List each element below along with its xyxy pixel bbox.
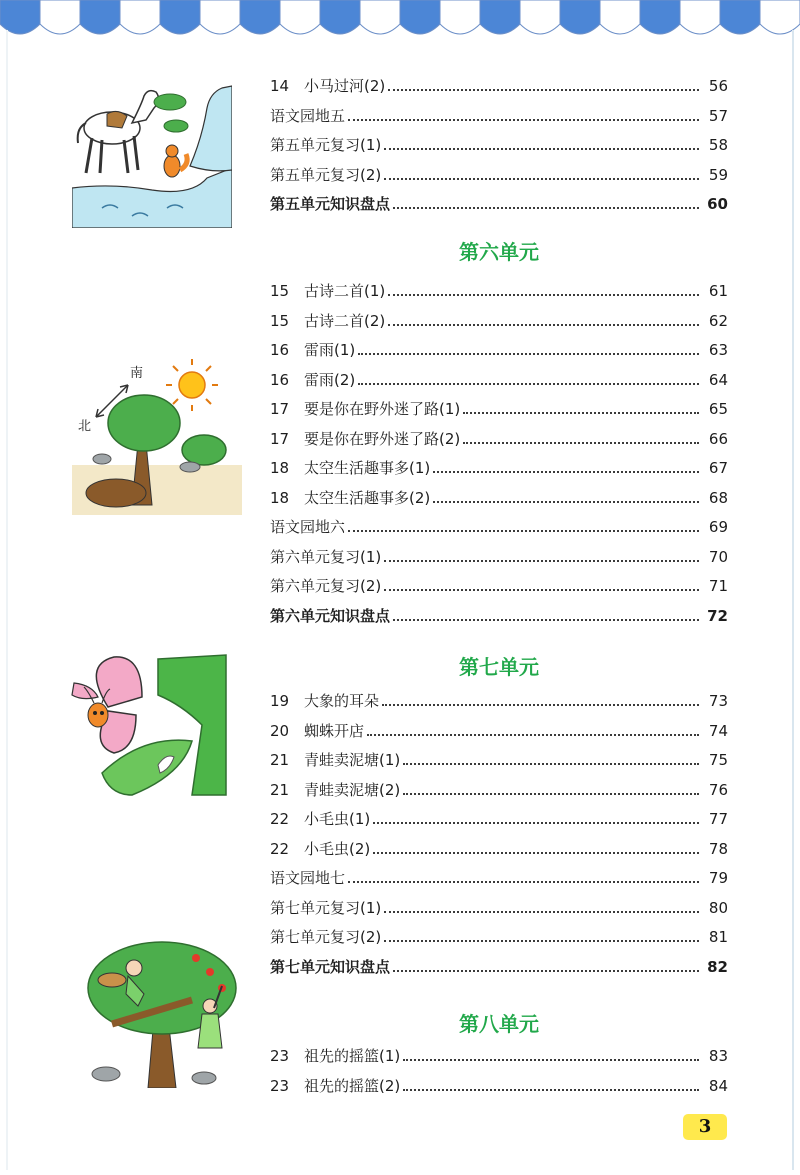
toc-entry [270, 513, 728, 537]
toc-entry [270, 366, 728, 390]
page-ref: 82 [707, 957, 728, 976]
page-ref: 72 [707, 606, 728, 625]
lesson-number: 15 [270, 311, 290, 330]
page-ref: 62 [708, 311, 728, 330]
dot-leader [384, 559, 699, 562]
lesson-number: 18 [270, 488, 290, 507]
dot-leader [373, 821, 699, 824]
toc-entry [270, 717, 728, 741]
dot-leader [433, 470, 699, 473]
toc-entry [270, 102, 728, 126]
butterfly-leaf-illustration [62, 645, 242, 805]
toc-entry [270, 307, 728, 331]
lesson-title: 第六单元复习(1) [270, 547, 382, 566]
lesson-title: 蜘蛛开店 [304, 721, 365, 740]
toc-entry [270, 923, 728, 947]
toc-entry [270, 835, 728, 859]
page-ref: 73 [708, 692, 728, 710]
toc-entry [270, 425, 728, 449]
awning-scallop [80, 0, 120, 34]
lesson-number: 21 [270, 780, 290, 799]
awning-scallop [280, 0, 320, 34]
dot-leader [403, 1088, 699, 1091]
page-ref: 61 [708, 282, 728, 300]
dot-leader [463, 441, 699, 444]
page-ref: 78 [708, 839, 728, 858]
dot-leader [348, 118, 699, 121]
lesson-title: 第五单元知识盘点 [270, 195, 391, 213]
lesson-title: 太空生活趣事多(1) [304, 459, 431, 477]
toc-entry [270, 1042, 728, 1066]
unit8-title: 第八单元 [459, 1012, 539, 1036]
lesson-number: 17 [270, 429, 290, 448]
page-ref: 80 [708, 898, 728, 917]
dot-leader [373, 851, 699, 854]
awning-scallop [720, 0, 760, 34]
lesson-title: 语文园地七 [270, 869, 346, 887]
awning-scallop [480, 0, 520, 34]
toc-entry [270, 72, 728, 96]
lesson-number: 16 [270, 370, 290, 389]
lesson-title: 第七单元复习(1) [270, 898, 382, 917]
lesson-title: 要是你在野外迷了路(1) [304, 400, 461, 418]
page-ref: 76 [708, 780, 728, 799]
page-ref: 63 [708, 341, 728, 359]
lesson-title: 第七单元知识盘点 [270, 957, 391, 976]
toc-entry [270, 277, 728, 301]
page-ref: 65 [708, 400, 728, 418]
dot-leader [388, 88, 699, 91]
lesson-number: 22 [270, 810, 290, 828]
horse-fox-river-illustration [72, 78, 232, 228]
lesson-number: 17 [270, 400, 290, 418]
dot-leader [393, 618, 699, 621]
lesson-title: 小毛虫(2) [304, 839, 371, 858]
toc-entry [270, 161, 728, 185]
dot-leader [384, 939, 699, 942]
lesson-title: 雷雨(2) [304, 370, 356, 389]
dot-leader [463, 411, 699, 414]
lesson-title: 第七单元复习(2) [270, 928, 382, 946]
lesson-title: 小毛虫(1) [304, 810, 371, 828]
lesson-number: 22 [270, 839, 290, 858]
page-ref: 75 [708, 751, 728, 769]
dot-leader [403, 792, 699, 795]
unit6-title: 第六单元 [459, 240, 539, 264]
awning-scallop [560, 0, 600, 34]
lesson-number: 20 [270, 721, 290, 740]
awning-scallop [120, 0, 160, 34]
lesson-title: 第五单元复习(2) [270, 165, 382, 184]
awning-scallop [520, 0, 560, 34]
awning-scallop [360, 0, 400, 34]
awning-scallop [200, 0, 240, 34]
awning-scallop [640, 0, 680, 34]
lesson-title: 要是你在野外迷了路(2) [304, 429, 461, 448]
page-ref: 59 [708, 165, 728, 184]
toc-entry [270, 776, 728, 800]
dot-leader [348, 529, 699, 532]
toc-entry [270, 543, 728, 567]
south-label: 南 [130, 366, 144, 381]
lesson-title: 第六单元知识盘点 [270, 606, 391, 625]
dot-leader [384, 588, 699, 591]
toc-entry [270, 454, 728, 478]
dot-leader [393, 969, 699, 972]
page-ref: 66 [708, 429, 728, 448]
lesson-number: 23 [270, 1047, 290, 1065]
lesson-number: 18 [270, 459, 290, 477]
awning-scallop [760, 0, 800, 34]
lesson-number: 19 [270, 692, 290, 710]
dot-leader [358, 352, 699, 355]
toc-entry [270, 1072, 728, 1096]
toc-entry [270, 746, 728, 770]
dot-leader [382, 703, 699, 706]
page-ref: 81 [708, 928, 728, 946]
awning-scallop [320, 0, 360, 34]
dot-leader [384, 177, 699, 180]
toc-entry [270, 687, 728, 711]
toc-entry [270, 572, 728, 596]
lesson-title: 大象的耳朵 [304, 692, 380, 710]
toc-entry [270, 894, 728, 918]
awning-scallop [160, 0, 200, 34]
page-ref: 77 [708, 810, 728, 828]
page-ref: 71 [708, 577, 728, 595]
lesson-title: 青蛙卖泥塘(2) [304, 780, 401, 799]
lesson-title: 古诗二首(2) [304, 311, 386, 330]
lesson-title: 雷雨(1) [304, 341, 356, 359]
page-ref: 64 [708, 370, 728, 389]
awning-scallop [0, 0, 40, 34]
page-ref: 60 [707, 195, 728, 213]
dot-leader [358, 382, 699, 385]
dot-leader [433, 500, 699, 503]
lesson-title: 小马过河(2) [304, 77, 386, 95]
lesson-title: 古诗二首(1) [304, 282, 386, 300]
toc-entry [270, 395, 728, 419]
children-apple-tree-illustration [72, 928, 242, 1088]
page-ref: 70 [708, 547, 728, 566]
lesson-number: 15 [270, 282, 290, 300]
awning-scallop [680, 0, 720, 34]
dot-leader [403, 1058, 699, 1061]
lesson-title: 太空生活趣事多(2) [304, 488, 431, 507]
lesson-title: 第六单元复习(2) [270, 577, 382, 595]
awning-scallop [40, 0, 80, 34]
toc-entry [270, 953, 728, 977]
lesson-title: 语文园地五 [270, 106, 346, 125]
awning-scallop [600, 0, 640, 34]
page-ref: 69 [708, 518, 728, 536]
page-ref: 84 [708, 1076, 728, 1095]
lesson-number: 23 [270, 1076, 290, 1095]
lesson-title: 祖先的摇篮(2) [304, 1076, 401, 1095]
dot-leader [393, 206, 699, 209]
dot-leader [384, 147, 699, 150]
north-label: 北 [78, 419, 92, 434]
dot-leader [388, 293, 699, 296]
toc-entry [270, 131, 728, 155]
toc-entry [270, 602, 728, 626]
lesson-number: 21 [270, 751, 290, 769]
compass-tree-sun-illustration [72, 355, 242, 515]
dot-leader [348, 880, 699, 883]
page-ref: 68 [708, 488, 728, 507]
lesson-number: 16 [270, 341, 290, 359]
lesson-title: 语文园地六 [270, 518, 346, 536]
dot-leader [388, 323, 699, 326]
awning-scallop [400, 0, 440, 34]
page-ref: 56 [708, 77, 728, 95]
toc-entry [270, 805, 728, 829]
page-ref: 57 [708, 106, 728, 125]
dot-leader [403, 762, 699, 765]
page-ref: 67 [708, 459, 728, 477]
dot-leader [367, 733, 699, 736]
page-ref: 58 [708, 136, 728, 154]
page-ref: 74 [708, 721, 728, 740]
dot-leader [384, 910, 699, 913]
toc-entry [270, 864, 728, 888]
lesson-title: 第五单元复习(1) [270, 136, 382, 154]
toc-entry [270, 336, 728, 360]
page-ref: 83 [708, 1047, 728, 1065]
awning-scallop [440, 0, 480, 34]
toc-entry [270, 190, 728, 214]
unit7-title: 第七单元 [459, 655, 539, 679]
awning-scallop [240, 0, 280, 34]
page-number-badge: 3 [683, 1114, 727, 1140]
lesson-number: 14 [270, 77, 290, 95]
page-ref: 79 [708, 869, 728, 887]
lesson-title: 祖先的摇篮(1) [304, 1047, 401, 1065]
toc-entry [270, 484, 728, 508]
lesson-title: 青蛙卖泥塘(1) [304, 751, 401, 769]
